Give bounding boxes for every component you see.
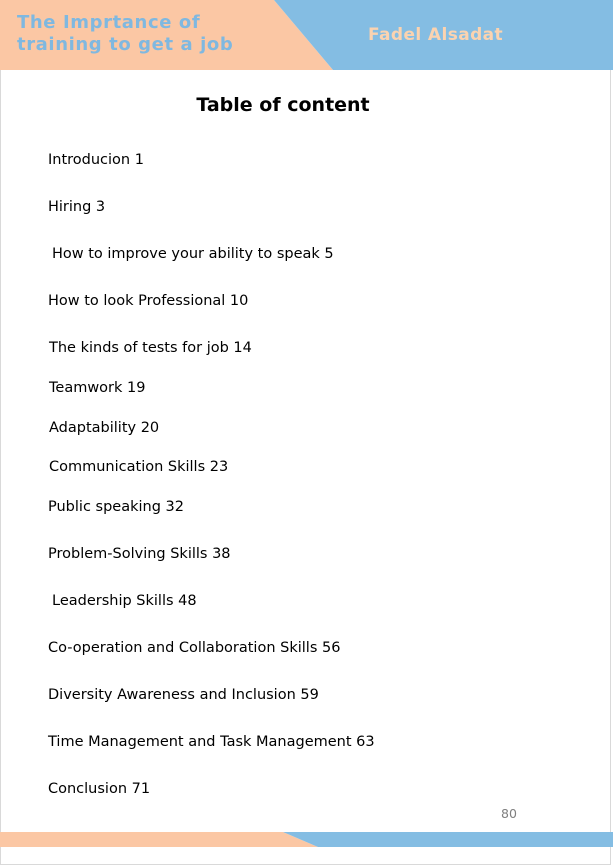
toc-entry[interactable]: Co-operation and Collaboration Skills 56: [48, 640, 341, 656]
toc-entry[interactable]: Adaptability 20: [49, 420, 160, 436]
toc-entry[interactable]: Problem-Solving Skills 38: [48, 546, 231, 562]
page-number: 80: [501, 806, 517, 821]
footer-peach-panel: [0, 832, 318, 847]
toc-entry[interactable]: How to look Professional 10: [48, 293, 249, 309]
toc-entry[interactable]: Introducion 1: [48, 152, 144, 168]
footer-banner-shapes: [0, 832, 613, 847]
toc-entry[interactable]: Hiring 3: [48, 199, 106, 215]
footer-banner: [0, 832, 613, 847]
toc-entry[interactable]: Teamwork 19: [49, 380, 146, 396]
toc-entry[interactable]: The kinds of tests for job 14: [49, 340, 252, 356]
footer-blue-panel: [283, 832, 613, 847]
toc-entry[interactable]: Communication Skills 23: [49, 459, 229, 475]
toc-entry[interactable]: Conclusion 71: [48, 781, 151, 797]
toc-entry[interactable]: How to improve your ability to speak 5: [52, 246, 334, 262]
author-name: Fadel Alsadat: [368, 25, 504, 45]
toc-entry[interactable]: Time Management and Task Management 63: [48, 734, 375, 750]
toc-entry[interactable]: Public speaking 32: [48, 499, 184, 515]
toc-entry[interactable]: Leadership Skills 48: [52, 593, 197, 609]
table-of-contents-heading: Table of content: [196, 94, 370, 116]
document-title: The Imprtance of training to get a job: [17, 12, 234, 55]
toc-entry[interactable]: Diversity Awareness and Inclusion 59: [48, 687, 319, 703]
